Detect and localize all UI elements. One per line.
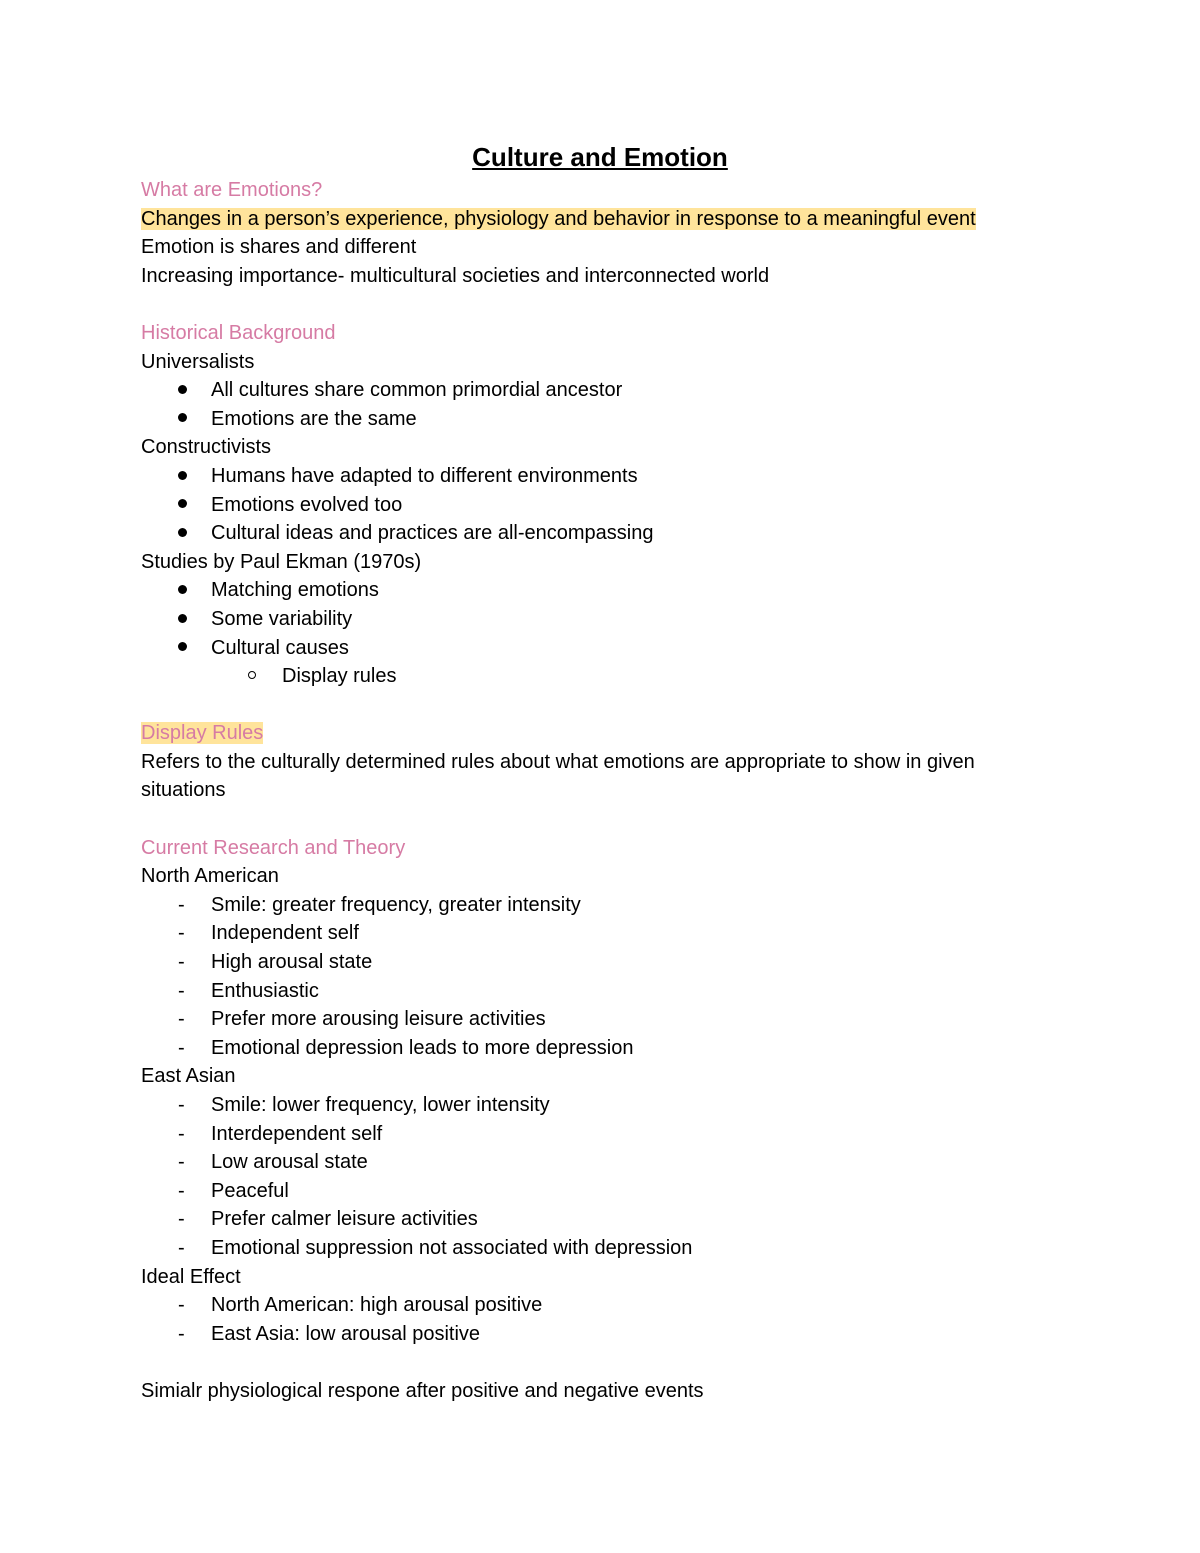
body-text: Emotion is shares and different	[141, 236, 417, 259]
bullet-icon	[178, 528, 187, 537]
body-text: Increasing importance- multicultural societies and interconnected world	[141, 264, 770, 287]
list-item: Humans have adapted to different environments	[141, 462, 1061, 491]
list-item: - Low arousal state	[141, 1148, 1061, 1177]
list-item: - Peaceful	[141, 1177, 1061, 1206]
dash-icon: -	[178, 1322, 185, 1345]
dash-list	[141, 1091, 1061, 1263]
dash-icon: -	[178, 1294, 185, 1317]
document-body	[141, 176, 1061, 1406]
heading-historical-background: Historical Background	[141, 321, 336, 344]
bullet-icon	[178, 471, 187, 480]
list-item: - North American: high arousal positive	[141, 1291, 1061, 1320]
group-label-ideal-effect: Ideal Effect	[141, 1265, 241, 1288]
display-rules-definition: Refers to the culturally determined rules about what emotions are appropriate to show in given situations	[141, 750, 975, 802]
dash-icon: -	[178, 1236, 185, 1259]
group-label-north-american: North American	[141, 865, 279, 888]
list-item: All cultures share common primordial ancestor	[141, 376, 1061, 405]
dash-icon: -	[178, 1008, 185, 1031]
list-item: Cultural causes	[141, 634, 1061, 663]
list-item: - Prefer calmer leisure activities	[141, 1205, 1061, 1234]
dash-icon: -	[178, 1122, 185, 1145]
bullet-icon	[178, 413, 187, 422]
group-label-universalists: Universalists	[141, 350, 255, 373]
dash-icon: -	[178, 979, 185, 1002]
heading-what-are-emotions: What are Emotions?	[141, 179, 323, 201]
dash-icon: -	[178, 1208, 185, 1231]
list-item: - East Asia: low arousal positive	[141, 1320, 1061, 1349]
dash-icon: -	[178, 922, 185, 945]
list-item: Emotions are the same	[141, 405, 1061, 434]
dash-icon: -	[178, 1179, 185, 1202]
list-item: - Emotional suppression not associated with depression	[141, 1234, 1061, 1263]
dash-icon: -	[178, 951, 185, 974]
list-item: Some variability	[141, 605, 1061, 634]
sub-list-item: Display rules	[141, 662, 1061, 691]
page-title: Culture and Emotion	[472, 142, 728, 172]
dash-list	[141, 891, 1061, 1063]
bullet-icon	[178, 642, 187, 651]
bullet-icon	[178, 385, 187, 394]
list-item: Emotions evolved too	[141, 491, 1061, 520]
group-label-ekman: Studies by Paul Ekman (1970s)	[141, 550, 422, 573]
list-item: - Enthusiastic	[141, 977, 1061, 1006]
group-label-east-asian: East Asian	[141, 1065, 236, 1088]
bullet-icon	[178, 585, 187, 594]
closing-text: Simialr physiological respone after positive and negative events	[141, 1379, 704, 1402]
list-item: - Emotional depression leads to more depression	[141, 1034, 1061, 1063]
list-item: - Prefer more arousing leisure activities	[141, 1005, 1061, 1034]
heading-display-rules: Display Rules	[141, 722, 264, 745]
list-item: Cultural ideas and practices are all-encompassing	[141, 519, 1061, 548]
bullet-list	[141, 462, 1061, 548]
dash-icon: -	[178, 893, 185, 916]
bullet-list	[141, 576, 1061, 690]
heading-current-research: Current Research and Theory	[141, 836, 406, 859]
hollow-bullet-icon	[248, 671, 256, 679]
list-item: - High arousal state	[141, 948, 1061, 977]
emotion-definition: Changes in a person’s experience, physiology and behavior in response to a meaningful event	[141, 207, 976, 230]
bullet-icon	[178, 614, 187, 623]
dash-list	[141, 1291, 1061, 1348]
list-item: - Smile: lower frequency, lower intensity	[141, 1091, 1061, 1120]
dash-icon: -	[178, 1036, 185, 1059]
list-item: - Interdependent self	[141, 1120, 1061, 1149]
list-item: Matching emotions	[141, 576, 1061, 605]
group-label-constructivists: Constructivists	[141, 436, 272, 459]
bullet-icon	[178, 499, 187, 508]
list-item: - Smile: greater frequency, greater intensity	[141, 891, 1061, 920]
bullet-list	[141, 376, 1061, 433]
dash-icon: -	[178, 1151, 185, 1174]
list-item: - Independent self	[141, 919, 1061, 948]
dash-icon: -	[178, 1094, 185, 1116]
